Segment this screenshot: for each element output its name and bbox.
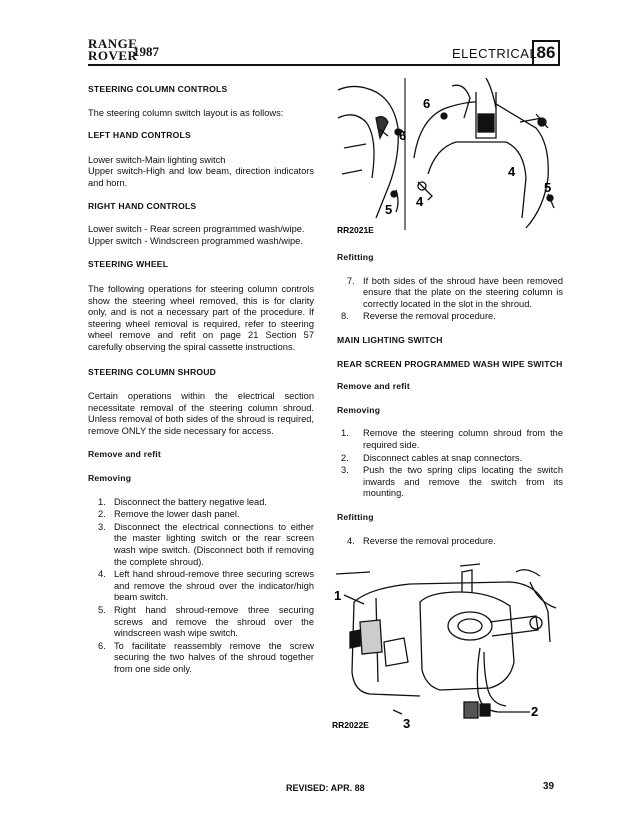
brand-logo [88, 38, 137, 62]
list-item: 8. Reverse the removal procedure. [341, 311, 496, 322]
model-year: 1987 [133, 44, 159, 59]
heading-remove-and-refit-2: Remove and refit [337, 381, 410, 392]
rh-lower-switch: Lower switch - Rear screen programmed wash/wipe. [88, 224, 305, 235]
list-item: 1. Disconnect the battery negative lead. [98, 496, 267, 507]
list-item: 3. Push the two spring clips locating the switch inwards and remove the switch from its mounting. [341, 465, 563, 499]
refitting-steps-2 [337, 536, 563, 548]
rh-upper-switch: Upper switch - Windscreen programmed wash/wipe. [88, 235, 303, 246]
heading-rear-screen-switch: REAR SCREEN PROGRAMMED WASH WIPE SWITCH [337, 358, 563, 369]
intro-text: The steering column switch layout is as follows: [88, 107, 284, 118]
steering-wheel-text: The following operations for steering column controls show the steering wheel removed, this is for clarity only, and is not a necessary part of the procedure. If steering wheel removal is required, refer to steering wheel remove and refit on page 21 Section 57 carefully observing the spiral cassette instructions. [88, 283, 314, 352]
label-4b: 4 [416, 194, 424, 209]
list-item: 5. Right hand shroud-remove three securing screws and remove the shroud over the windscreen wash wipe switch. [98, 605, 314, 639]
label-1: 1 [334, 588, 342, 603]
heading-steering-column-shroud: STEERING COLUMN SHROUD [88, 366, 217, 377]
shroud-text: Certain operations within the electrical section necessitate removal of the steering column shroud. Unless removal of both sides of the shroud is required, remove ONLY the side necessary for access. [88, 391, 314, 436]
header-rule [88, 64, 558, 66]
list-item: 4. Reverse the removal procedure. [347, 535, 496, 546]
heading-remove-and-refit: Remove and refit [88, 449, 161, 460]
list-item: 4. Left hand shroud-remove three securing screws and remove the shroud over the indicator/high beam switch. [98, 569, 314, 603]
label-5b: 5 [385, 202, 393, 217]
lh-upper-switch: Upper switch-High and low beam, direction indicators and horn. [88, 166, 314, 188]
heading-removing-2: Removing [337, 404, 381, 415]
list-item: 1. Remove the steering column shroud from the required side. [341, 428, 563, 450]
section-name: ELECTRICAL [452, 46, 538, 61]
brand-line-2: ROVER [88, 48, 138, 63]
label-5a: 5 [544, 180, 552, 195]
heading-refitting: Refitting [337, 252, 374, 262]
removing-steps [88, 497, 314, 676]
list-item: 2. Disconnect cables at snap connectors. [341, 452, 523, 463]
list-item: 2. Remove the lower dash panel. [98, 509, 240, 520]
label-6a: 6 [423, 96, 431, 111]
list-item: 3. Disconnect the electrical connections to either the master lighting switch or the rear screen wash wipe switch. (Disconnect both if removing the complete shroud). [98, 521, 314, 567]
refitting-steps [337, 276, 563, 323]
heading-steering-wheel: STEERING WHEEL [88, 259, 169, 270]
left-column [88, 84, 314, 677]
brand-line-1: RANGE [88, 36, 138, 51]
heading-main-lighting-switch: MAIN LIGHTING SWITCH [337, 334, 443, 345]
lh-lower-switch: Lower switch-Main lighting switch [88, 154, 226, 165]
label-6b: 6 [399, 128, 407, 143]
label-4a: 4 [508, 164, 516, 179]
page-number: 39 [543, 781, 555, 792]
revision-date: REVISED: APR. 88 [286, 783, 365, 793]
heading-right-hand-controls: RIGHT HAND CONTROLS [88, 200, 197, 211]
label-2: 2 [531, 704, 539, 719]
label-3: 3 [403, 716, 411, 731]
right-column [337, 252, 563, 548]
section-number: 86 [532, 40, 560, 66]
list-item: 7. If both sides of the shroud have been removed ensure that the plate on the steering column is correctly located in the slot in the shroud. [347, 275, 563, 309]
figure-lighting-switch [330, 562, 560, 732]
list-item: 6. To facilitate reassembly remove the screw securing the two halves of the shroud together from one side only. [98, 640, 314, 674]
heading-refitting-2: Refitting [337, 511, 374, 522]
figure-2-caption: RR2022E [332, 720, 369, 730]
figure-shroud-screws [336, 78, 562, 238]
figure-1-caption: RR2021E [337, 225, 374, 235]
heading-left-hand-controls: LEFT HAND CONTROLS [88, 130, 191, 141]
removing-steps-2 [337, 428, 563, 500]
heading-removing: Removing [88, 473, 132, 484]
heading-steering-column-controls: STEERING COLUMN CONTROLS [88, 84, 228, 94]
